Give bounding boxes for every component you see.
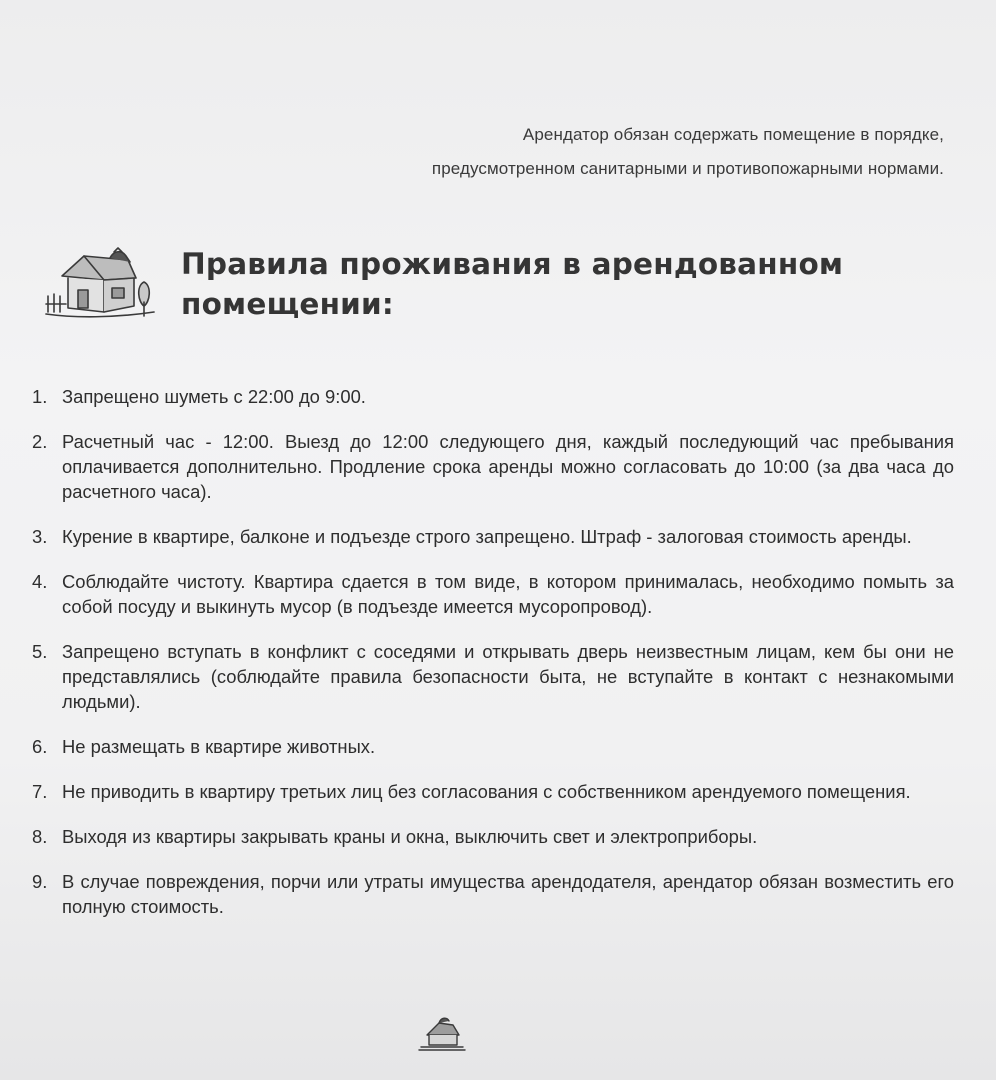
page-title-line-1: Правила проживания в арендованном	[181, 247, 844, 281]
rule-number: 1.	[32, 386, 48, 407]
rule-number: 2.	[32, 431, 48, 452]
rule-text: В случае повреждения, порчи или утраты имущества арендодателя, арендатор обязан возместить его полную стоимость.	[62, 871, 954, 917]
house-small-icon	[417, 1013, 467, 1053]
house-icon	[44, 246, 156, 320]
rule-number: 8.	[32, 826, 48, 847]
rule-number: 7.	[32, 781, 48, 802]
rule-number: 5.	[32, 641, 48, 662]
rule-text: Выходя из квартиры закрывать краны и окна, выключить свет и электроприборы.	[62, 826, 758, 847]
rules-list	[32, 384, 954, 939]
rule-text: Курение в квартире, балконе и подъезде строго запрещено. Штраф - залоговая стоимость аренды.	[62, 526, 912, 547]
rule-item-6	[32, 734, 954, 759]
rule-number: 3.	[32, 526, 48, 547]
rule-text: Запрещено шуметь с 22:00 до 9:00.	[62, 386, 366, 407]
page-title	[181, 244, 843, 324]
rule-number: 6.	[32, 736, 48, 757]
intro-line-1: Арендатор обязан содержать помещение в порядке,	[522, 125, 944, 144]
rule-number: 4.	[32, 571, 48, 592]
rule-number: 9.	[32, 871, 48, 892]
rule-text: Соблюдайте чистоту. Квартира сдается в том виде, в котором принималась, необходимо помыть за собой посуду и выкинуть мусор (в подъезде имеется мусоропровод).	[62, 571, 954, 617]
rule-text: Не размещать в квартире животных.	[62, 736, 376, 757]
rule-item-3	[32, 524, 954, 549]
rule-item-5	[32, 639, 954, 714]
page-title-line-2: помещении:	[181, 287, 394, 321]
rule-item-7	[32, 779, 954, 804]
intro-line-2: предусмотренном санитарными и противопожарными нормами.	[431, 159, 944, 178]
rule-text: Расчетный час - 12:00. Выезд до 12:00 следующего дня, каждый последующий час пребывания оплачивается дополнительно. Продление срока аренды можно согласовать до 10:00 (за два часа до расчетного часа).	[62, 431, 954, 502]
rule-text: Запрещено вступать в конфликт с соседями и открывать дверь неизвестным лицам, кем бы они не представлялись (соблюдайте правила безопасности быта, не вступайте в контакт с незнакомыми людьми).	[62, 641, 954, 712]
rule-item-4	[32, 569, 954, 619]
rule-item-1	[32, 384, 954, 409]
intro-text	[432, 118, 944, 186]
rule-item-2	[32, 429, 954, 504]
rule-text: Не приводить в квартиру третьих лиц без согласования с собственником арендуемого помещения.	[62, 781, 911, 802]
rule-item-8	[32, 824, 954, 849]
rule-item-9	[32, 869, 954, 919]
